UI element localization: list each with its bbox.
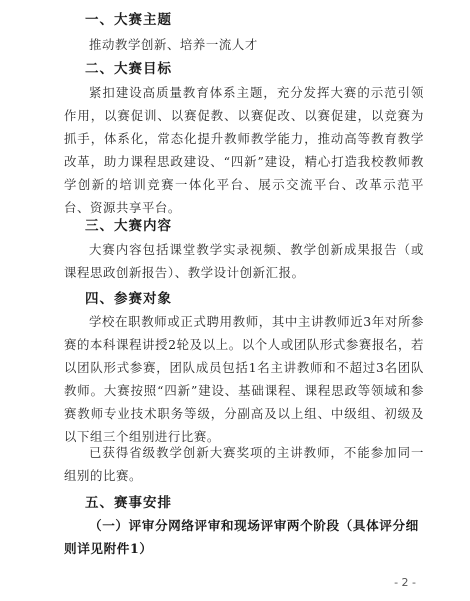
section-4-body-1: 学校在职教师或正式聘用教师，其中主讲教师近3年对所参赛的本科课程讲授2轮及以上。以个人或团队形式参赛报名，若以团队形式参赛，团队成员包括1名主讲教师和不超过3名团队教师。大赛按照“四新”建设、基础课程、课程思政等领域和参赛教师专业技术职务等级，分副高及以上组、中级组、初级及以下组三个组别进行比赛。: [64, 314, 424, 444]
page-number: - 2 -: [394, 576, 416, 589]
section-4-heading: 四、参赛对象: [85, 291, 172, 307]
section-3-body: 大赛内容包括课堂教学实录视频、教学创新成果报告（或课程思政创新报告）、教学设计创新汇报。: [64, 242, 424, 280]
section-1-heading: 一、大赛主题: [85, 12, 172, 28]
section-4-body-2: 已获得省级教学创新大赛奖项的主讲教师，不能参加同一组别的比赛。: [64, 445, 424, 483]
section-1-body: 推动教学创新、培养一流人才: [89, 37, 258, 52]
section-2-heading: 二、大赛目标: [85, 61, 172, 77]
section-2-body: 紧扣建设高质量教育体系主题，充分发挥大赛的示范引领作用，以赛促训、以赛促教、以赛促改、以赛促建，以竞赛为抓手，体系化，常态化提升教师教学能力，推动高等教育教学改革，助力课程思政建设、“四新”建设，精心打造我校教师教学创新的培训竞赛一体化平台、展示交流平台、改革示范平台、资源共享平台。: [64, 85, 424, 215]
section-5-heading: 五、赛事安排: [85, 495, 172, 511]
section-3-heading: 三、大赛内容: [85, 218, 172, 234]
section-5-subheading: （一）评审分网络评审和现场评审两个阶段（具体评分细则详见附件1）: [64, 518, 419, 556]
